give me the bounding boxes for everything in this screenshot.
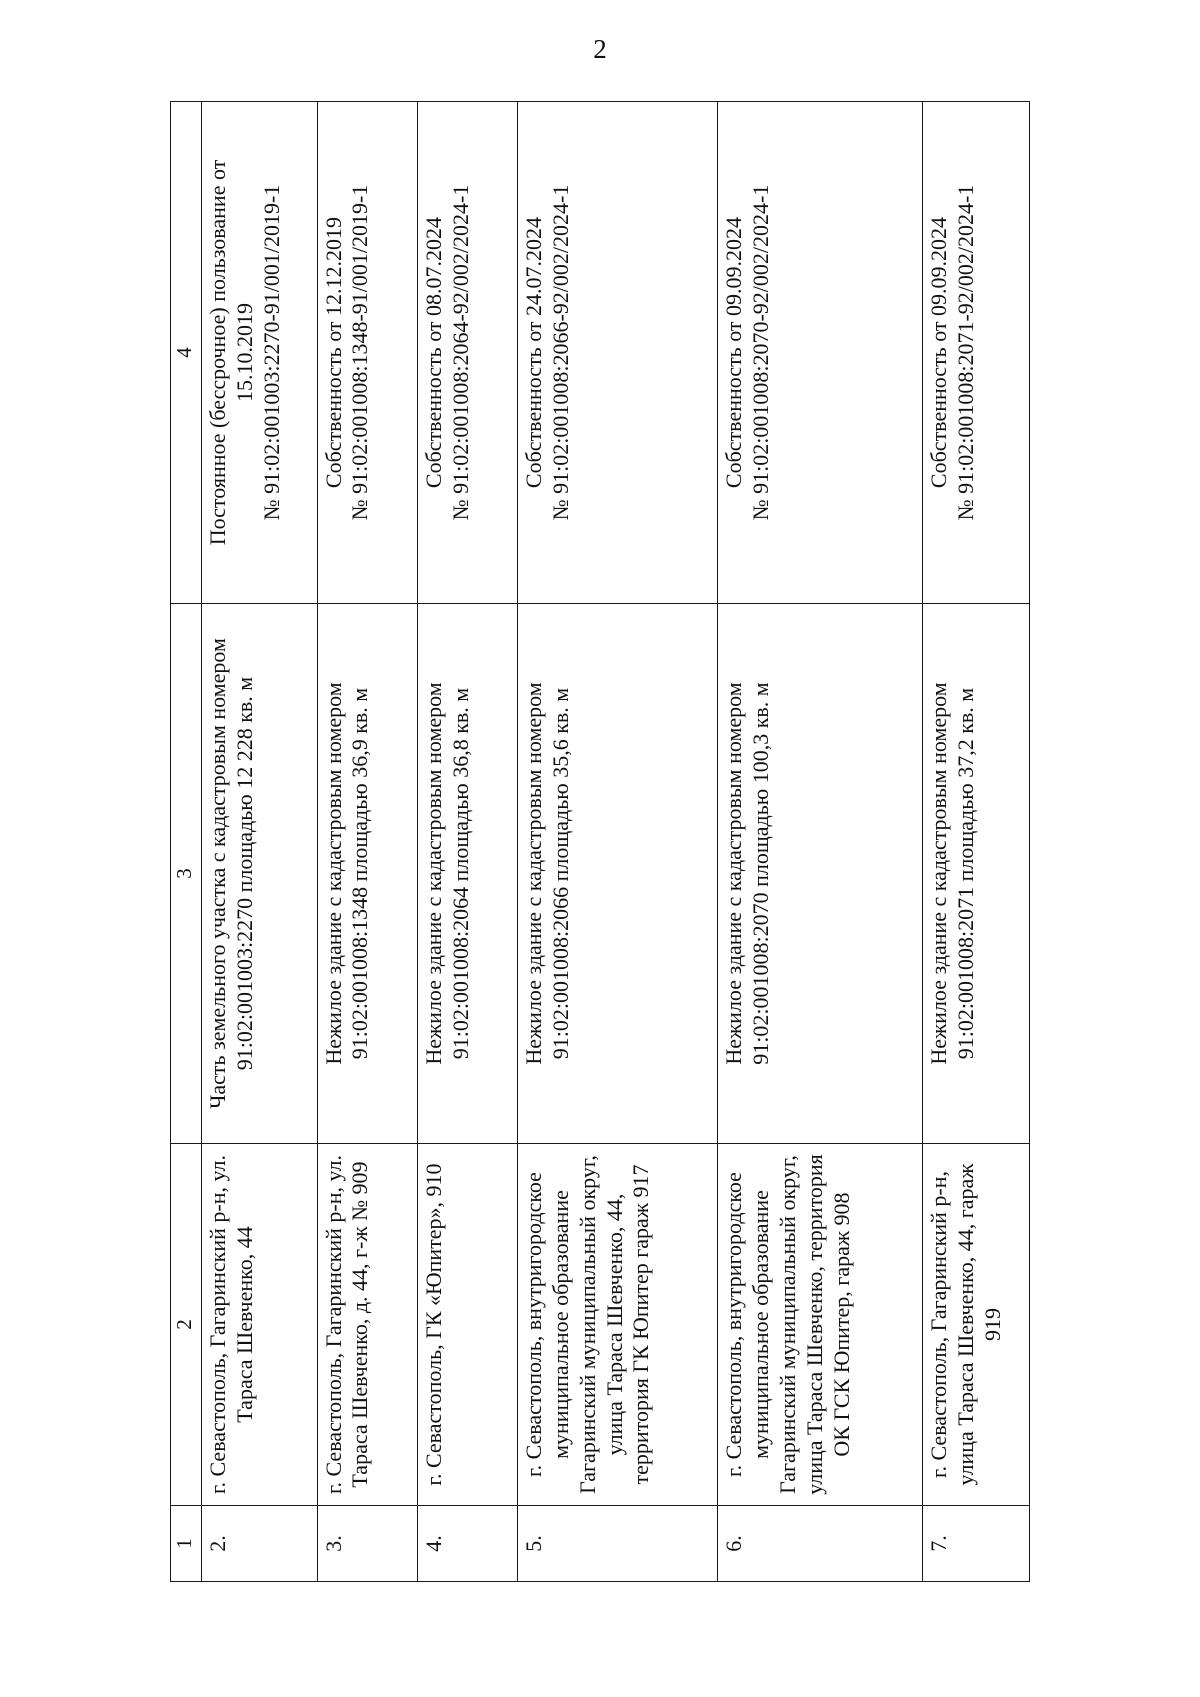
column-header-3: 3 (171, 604, 202, 1144)
row-number: 3. (317, 1506, 417, 1582)
page-number: 2 (593, 34, 607, 64)
right-registration: № 91:02:001008:2071-92/002/2024-1 (953, 184, 979, 521)
row-number: 7. (923, 1506, 1030, 1582)
right-registration: № 91:02:001008:1348-91/001/2019-1 (347, 184, 373, 521)
row-right (417, 102, 517, 604)
table-row (718, 102, 923, 1582)
row-number: 4. (417, 1506, 517, 1582)
right-registration: № 91:02:001008:2066-92/002/2024-1 (547, 184, 573, 521)
row-right (202, 102, 317, 604)
row-object: Нежилое здание с кадастровым номером 91:02:001008:2070 площадью 100,3 кв. м (718, 604, 923, 1144)
row-object: Часть земельного участка с кадастровым номером 91:02:001003:2270 площадью 12 228 кв. м (202, 604, 317, 1144)
row-right (317, 102, 417, 604)
row-number: 5. (518, 1506, 718, 1582)
row-address: г. Севастополь, Гагаринский р-н, ул. Тараса Шевченко, 44 (202, 1144, 317, 1506)
right-registration: № 91:02:001008:2070-92/002/2024-1 (748, 184, 774, 521)
right-type: Собственность от 08.07.2024 (420, 216, 446, 489)
row-number: 6. (718, 1506, 923, 1582)
right-type: Собственность от 12.12.2019 (320, 216, 346, 489)
right-type: Собственность от 09.09.2024 (721, 216, 747, 489)
row-right (518, 102, 718, 604)
row-object: Нежилое здание с кадастровым номером 91:02:001008:2064 площадью 36,8 кв. м (417, 604, 517, 1144)
table-row (317, 102, 417, 1582)
row-object: Нежилое здание с кадастровым номером 91:02:001008:1348 площадью 36,9 кв. м (317, 604, 417, 1144)
property-table (170, 101, 1030, 1582)
right-type: Собственность от 09.09.2024 (926, 216, 952, 489)
row-right (718, 102, 923, 604)
column-header-4: 4 (171, 102, 202, 604)
column-header-2: 2 (171, 1144, 202, 1506)
table-row (518, 102, 718, 1582)
column-header-1: 1 (171, 1506, 202, 1582)
row-address: г. Севастополь, внутригородское муниципальное образование Гагаринский муниципальный округ, улица Тараса Шевченко, 44, территория ГК Юпитер гараж 917 (518, 1144, 718, 1506)
row-object: Нежилое здание с кадастровым номером 91:02:001008:2066 площадью 35,6 кв. м (518, 604, 718, 1144)
rotated-table-frame (170, 102, 1030, 1582)
row-address: г. Севастополь, ГК «Юпитер», 910 (417, 1144, 517, 1506)
right-type: Собственность от 24.07.2024 (521, 216, 547, 489)
row-address: г. Севастополь, Гагаринский р-н, ул. Тараса Шевченко, д. 44, г-ж № 909 (317, 1144, 417, 1506)
row-number: 2. (202, 1506, 317, 1582)
table-row (417, 102, 517, 1582)
table-row (923, 102, 1030, 1582)
right-registration: № 91:02:001008:2064-92/002/2024-1 (447, 184, 473, 521)
right-type: Постоянное (бессрочное) пользование от 15.10.2019 (205, 159, 257, 546)
right-registration: № 91:02:001003:2270-91/001/2019-1 (258, 184, 284, 521)
row-right (923, 102, 1030, 604)
table-row (202, 102, 317, 1582)
row-address: г. Севастополь, Гагаринский р-н, улица Тараса Шевченко, 44, гараж 919 (923, 1144, 1030, 1506)
row-object: Нежилое здание с кадастровым номером 91:02:001008:2071 площадью 37,2 кв. м (923, 604, 1030, 1144)
table-header-row (171, 102, 202, 1582)
row-address: г. Севастополь, внутригородское муниципальное образование Гагаринский муниципальный округ, улица Тараса Шевченко, территория ОК ГСК Юпитер, гараж 908 (718, 1144, 923, 1506)
